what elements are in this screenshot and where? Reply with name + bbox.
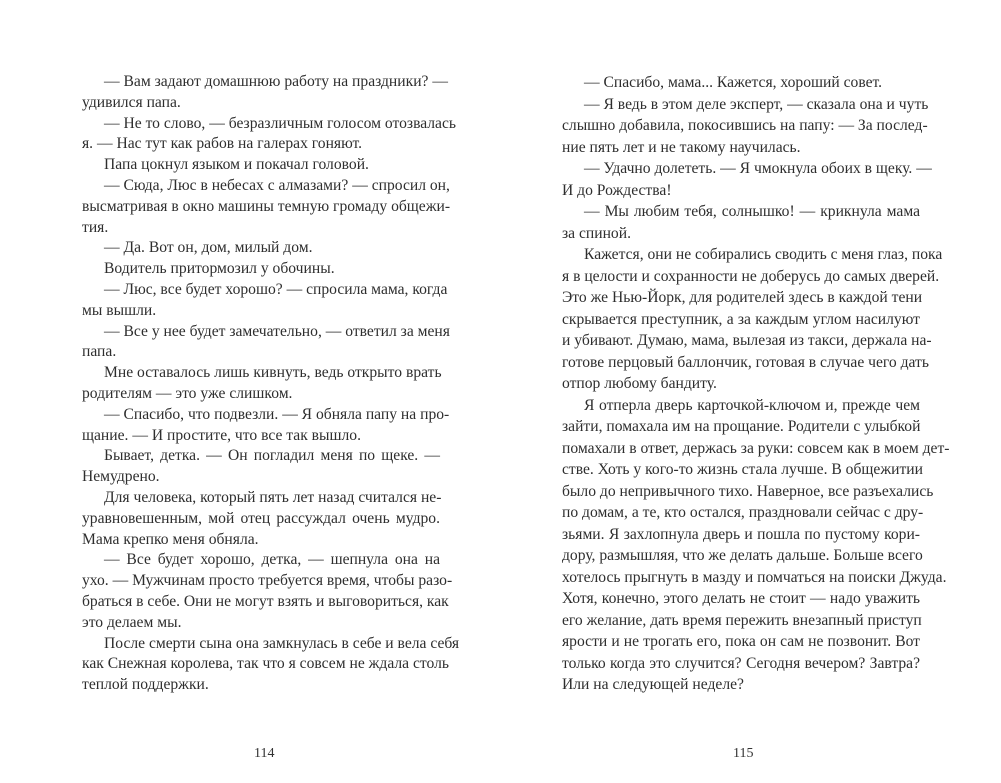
text-line: это делаем мы. — [82, 613, 182, 631]
text-line: И до Рождества! — [562, 181, 672, 199]
text-line: хотелось прыгнуть в мазду и помчаться на поиски Джуда. — [562, 568, 947, 586]
text-line: было до непривычного тихо. Наверное, все разъехались — [562, 482, 934, 500]
text-line: — Вам задают домашнюю работу на праздники? — — [104, 73, 448, 90]
text-line: удивился папа. — [82, 93, 181, 111]
text-line: — Спасибо, мама... Кажется, хороший совет. — [584, 74, 883, 91]
text-line: — Мы любим тебя, солнышко! — крикнула мама — [584, 203, 920, 220]
text-line: я. — Нас тут как рабов на галерах гоняют. — [82, 135, 363, 153]
page-number-left: 114 — [254, 746, 275, 761]
text-line: зьями. Я захлопнула дверь и пошла по пустому кори- — [562, 525, 920, 543]
text-line: Мама крепко меня обняла. — [82, 530, 259, 548]
text-line: по домам, а те, кто остался, праздновали сейчас с дру- — [562, 504, 924, 521]
paragraph — [82, 363, 440, 405]
paragraph — [82, 488, 440, 550]
text-line: слышно добавила, покосившись на папу: — За послед- — [562, 117, 928, 134]
paragraph — [82, 280, 448, 322]
text-line: теплой поддержки. — [82, 676, 209, 694]
text-line: После смерти сына она замкнулась в себе и вела себя — [104, 634, 460, 652]
right-page-text — [562, 72, 950, 696]
paragraph — [82, 176, 451, 238]
text-line: родителям — это уже слишком. — [82, 384, 293, 402]
text-line: только когда это случится? Сегодня вечером? Завтра? — [562, 654, 920, 672]
text-line: скрывается преступник, а за каждым углом насилуют — [562, 310, 920, 328]
text-line: тия. — [82, 218, 109, 236]
text-line: Мне оставалось лишь кивнуть, ведь открыто врать — [104, 364, 442, 382]
text-line: — Я ведь в этом деле эксперт, — сказала она и чуть — [584, 95, 929, 113]
text-line: — Да. Вот он, дом, милый дом. — [104, 239, 313, 257]
text-line: Или на следующей неделе? — [562, 676, 744, 693]
paragraph — [82, 446, 440, 488]
text-line: отпор любому бандиту. — [562, 375, 717, 392]
text-line: щание. — И простите, что все так вышло. — [82, 426, 362, 444]
paragraph — [82, 238, 440, 259]
paragraph — [562, 72, 920, 94]
page-number-right: 115 — [733, 746, 754, 761]
text-line: я в целости и сохранности не доберусь до самых дверей. — [562, 267, 940, 285]
text-line: мы вышли. — [82, 301, 157, 319]
text-line: помахали в ответ, держась за руки: совсем как в моем дет- — [562, 439, 950, 457]
text-line: зайти, помахала им на прощание. Родители с улыбкой — [562, 418, 921, 435]
text-line: — Удачно долететь. — Я чмокнула обоих в щеку. — — [584, 160, 932, 177]
text-line: — Не то слово, — безразличным голосом отозвалась — [104, 114, 457, 132]
text-line: Для человека, который пять лет назад считался не- — [104, 488, 442, 506]
text-line: Кажется, они не собирались сводить с меня глаз, пока — [584, 246, 943, 263]
text-line: браться в себе. Они не могут взять и выговориться, как — [82, 592, 449, 610]
text-line: готове перцовый баллончик, готовая в случае чего дать — [562, 353, 929, 371]
text-line: — Люс, все будет хорошо? — спросила мама, когда — [104, 280, 448, 298]
paragraph — [562, 244, 943, 395]
paragraph — [82, 405, 450, 447]
text-line: как Снежная королева, так что я совсем не ждала столь — [82, 655, 450, 673]
text-line: Водитель притормозил у обочины. — [104, 260, 335, 278]
text-line: ярости и не трогать его, пока он сам не позвонит. Вот — [562, 633, 920, 650]
left-page-text — [82, 72, 460, 696]
paragraph — [82, 72, 448, 114]
text-line: Это же Нью-Йорк, для родителей здесь в каждой тени — [562, 289, 923, 306]
text-line: Хотя, конечно, этого делать не стоит — надо уважить — [562, 590, 920, 607]
text-line: уравновешенным, мой отец рассуждал очень мудро. — [82, 509, 440, 527]
text-line: ухо. — Мужчинам просто требуется время, чтобы разо- — [82, 572, 453, 590]
paragraph — [562, 94, 929, 159]
text-line: и убивают. Думаю, мама, вылезая из такси, держала на- — [562, 332, 932, 349]
text-line: высматривая в окно машины темную громаду общежи- — [82, 197, 451, 215]
text-line: Бывает, детка. — Он погладил меня по щеке. — — [104, 447, 440, 465]
paragraph — [82, 114, 457, 156]
paragraph — [562, 201, 920, 244]
paragraph — [82, 550, 453, 633]
text-line: ние пять лет и не такому научилась. — [562, 138, 801, 156]
text-line: стве. Хоть у кого-то жизнь стала лучше. В общежитии — [562, 461, 923, 478]
paragraph — [82, 259, 440, 280]
text-line: Папа цокнул языком и покачал головой. — [104, 156, 369, 174]
text-line: — Все у нее будет замечательно, — ответил за меня — [104, 322, 450, 340]
paragraph — [82, 322, 450, 364]
text-line: — Все будет хорошо, детка, — шепнула она на — [104, 551, 440, 569]
text-line: его желание, дать время пережить внезапный приступ — [562, 611, 922, 629]
paragraph — [82, 155, 440, 176]
text-line: папа. — [82, 343, 117, 361]
paragraph — [562, 158, 932, 201]
text-line: — Спасибо, что подвезли. — Я обняла папу на про- — [104, 405, 450, 423]
text-line: дору, размышляя, что же делать дальше. Больше всего — [562, 547, 923, 564]
paragraph — [562, 395, 950, 696]
text-line: — Сюда, Люс в небесах с алмазами? — спросил он, — [104, 176, 450, 194]
text-line: Немудрено. — [82, 468, 160, 486]
text-line: за спиной. — [562, 224, 631, 242]
paragraph — [82, 634, 460, 696]
text-line: Я отперла дверь карточкой-ключом и, прежде чем — [584, 396, 920, 414]
